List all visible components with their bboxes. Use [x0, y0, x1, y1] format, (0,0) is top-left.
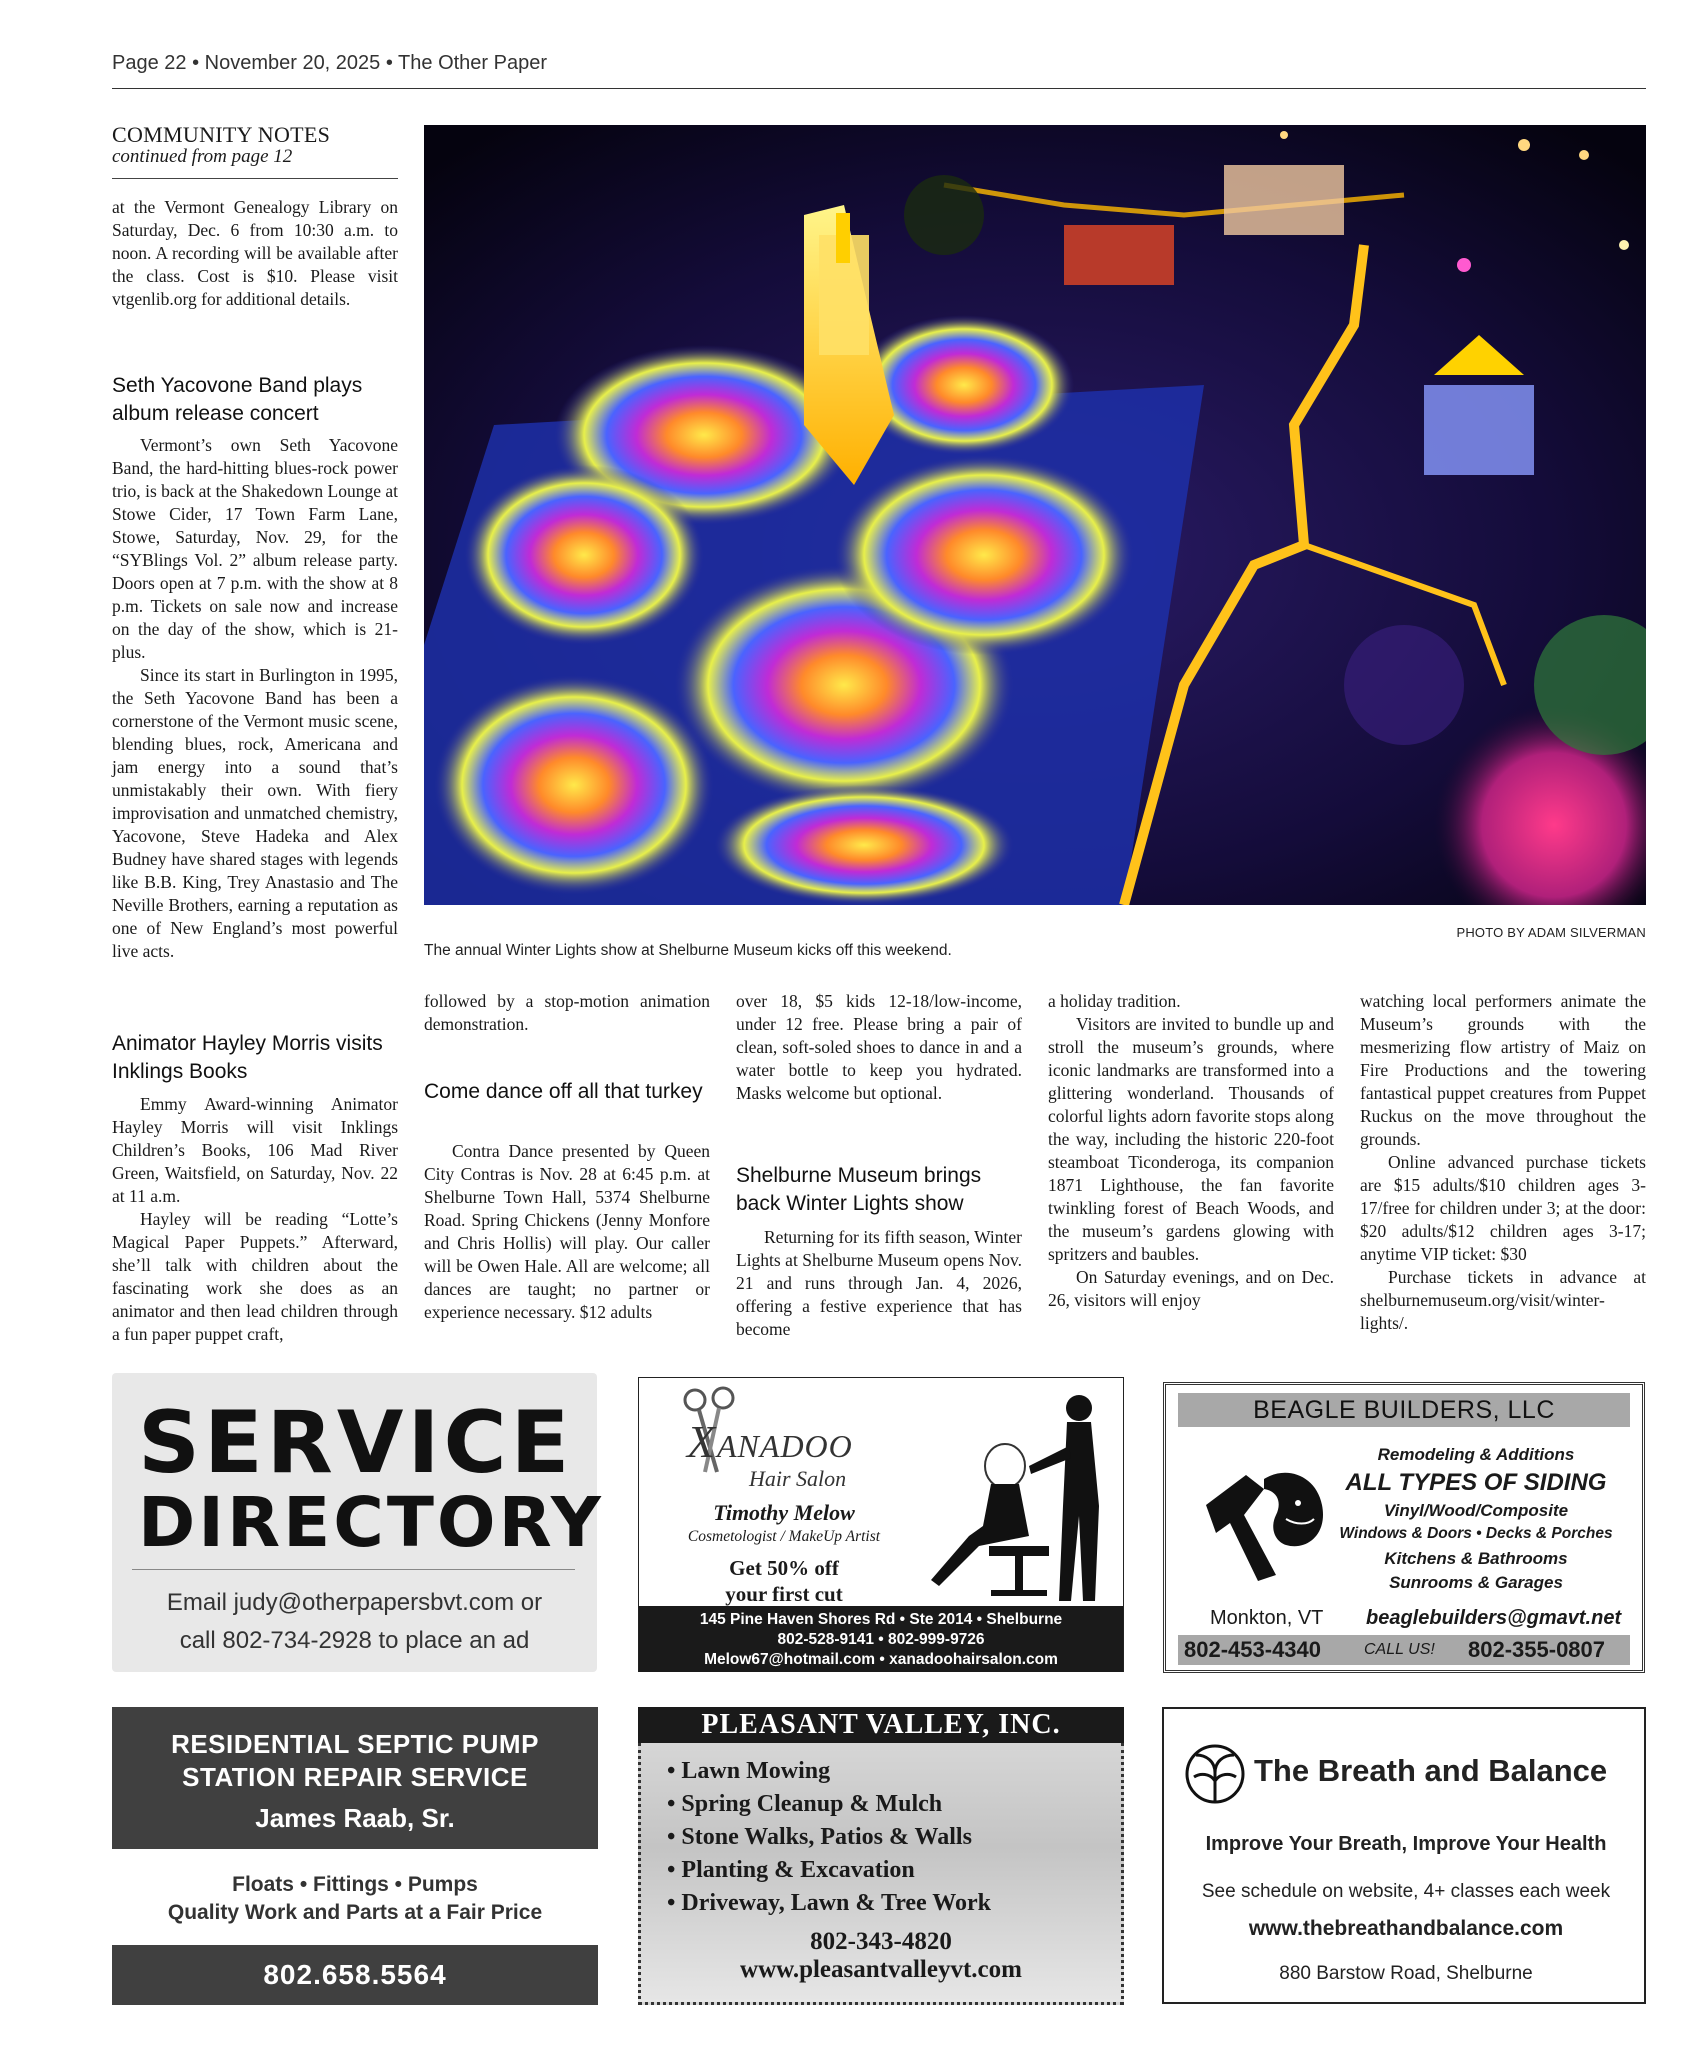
xanadoo-contact-bar — [639, 1606, 1123, 1672]
lights-paragraph-2: Visitors are invited to bundle up and stroll the museum’s grounds, where iconic landmarks are transformed into a glittering wonderland. Thousands of colorful lights adorn favorite stops along the way, including the historic 220-foot steamboat Ticonderoga, its companion 1871 Lighthouse, the fan favorite twinkling forest of Beach Woods, and the museum’s gardens glowing with spritzers and baubles. — [1048, 1014, 1334, 1264]
beagle-email: beaglebuilders@gmavt.net — [1366, 1607, 1622, 1629]
seth-story — [112, 434, 398, 963]
seth-paragraph-2: Since its start in Burlington in 1995, the Seth Yacovone Band has been a cornerstone of the Vermont music scene, blending blues, rock, Americana and jam energy into a sound that’s unmistakably their own. With fiery improvisation and unmatched chemistry, Yacovone, Steve Hadeka and Alex Budney have shared stages with legends like B.B. King, Trey Anastasio and The Neville Brothers, earning a reputation as one of New England’s most powerful live acts. — [112, 665, 398, 961]
lights-headline: Shelburne Museum brings back Winter Lights show — [736, 1164, 982, 1215]
beagle-town: Monkton, VT — [1210, 1607, 1324, 1629]
salon-silhouette-icon — [919, 1386, 1119, 1606]
beagle-line-1: Remodeling & Additions — [1377, 1445, 1575, 1464]
breath-logo-icon — [1184, 1743, 1246, 1805]
beagle-title: BEAGLE BUILDERS, LLC — [1178, 1393, 1630, 1427]
pleasant-service: • Driveway, Lawn & Tree Work — [667, 1890, 991, 1916]
contra-story-continued — [736, 990, 1022, 1105]
beagle-line-5: Kitchens & Bathrooms — [1384, 1549, 1568, 1568]
beagle-builders-ad — [1163, 1382, 1645, 1673]
lights-paragraph-3: On Saturday evenings, and on Dec. 26, visitors will enjoy — [1048, 1267, 1334, 1310]
seth-headline: Seth Yacovone Band plays album release concert — [112, 374, 363, 425]
beagle-phone-2: 802-355-0807 — [1468, 1637, 1606, 1662]
page-folio: Page 22 • November 20, 2025 • The Other Paper — [112, 52, 548, 74]
hayley-story-continued — [424, 990, 710, 1036]
pleasant-service: • Spring Cleanup & Mulch — [667, 1791, 943, 1817]
beagle-line-4: Windows & Doors • Decks & Porches — [1339, 1525, 1613, 1542]
section-rule — [112, 178, 398, 179]
lights-paragraph-5: Purchase tickets in advance at shelburnemuseum.org/visit/winter-lights/. — [1360, 1267, 1646, 1333]
septic-line-2: Quality Work and Parts at a Fair Price — [167, 1901, 543, 1924]
xanadoo-phones: 802-528-9141 • 802-999-9726 — [777, 1631, 985, 1648]
service-directory-email: Email judy@otherpapersbvt.com or — [166, 1589, 543, 1616]
service-directory-title-1: SERVICE — [138, 1393, 574, 1493]
winter-lights-illustration — [424, 125, 1646, 905]
intro-paragraph: at the Vermont Genealogy Library on Saturday, Dec. 6 from 10:30 a.m. to noon. A recording will be available after the class. Cost is $10. Please visit vtgenlib.org for additional details. — [112, 197, 398, 309]
beagle-line-2: ALL TYPES OF SIDING — [1345, 1469, 1607, 1496]
lights-story-col4 — [1048, 990, 1334, 1312]
pleasant-phone: 802-343-4820 — [810, 1928, 952, 1955]
beagle-phone-1: 802-453-4340 — [1184, 1637, 1322, 1662]
header-rule — [112, 88, 1646, 89]
pleasant-services — [667, 1755, 1121, 1920]
hayley-paragraph-2: Hayley will be reading “Lotte’s Magical Paper Puppets.” Afterward, she’ll talk with children about the fascinating work she does as an animator and then lead children through a fun paper puppet craft, — [112, 1209, 398, 1344]
septic-header — [112, 1707, 598, 1849]
photo-credit: PHOTO BY ADAM SILVERMAN — [1456, 925, 1646, 940]
beagle-line-6: Sunrooms & Garages — [1389, 1573, 1563, 1592]
xanadoo-name: Timothy Melow — [713, 1500, 855, 1525]
lights-paragraph-1-cont: a holiday tradition. — [1048, 991, 1181, 1011]
pleasant-service: • Planting & Excavation — [667, 1857, 915, 1883]
pleasant-title: PLEASANT VALLEY, INC. — [638, 1707, 1124, 1743]
hayley-story — [112, 1093, 398, 1346]
contra-continued-text: over 18, $5 kids 12-18/low-income, under 12 free. Please bring a pair of clean, soft-soled shoes to dance in and a water bottle to keep you hydrated. Masks welcome but optional. — [736, 991, 1022, 1103]
pleasant-body — [638, 1743, 1124, 2005]
pleasant-service: • Lawn Mowing — [667, 1758, 831, 1784]
section-subtitle: continued from page 12 — [112, 146, 293, 167]
service-directory-rule — [132, 1569, 575, 1570]
lights-paragraph-1: Returning for its fifth season, Winter Lights at Shelburne Museum opens Nov. 21 and runs through Jan. 4, 2026, offering a festive experience that has become — [736, 1227, 1022, 1339]
lights-story-col5 — [1360, 990, 1646, 1335]
xanadoo-initial: X — [687, 1416, 716, 1467]
breath-address: 880 Barstow Road, Shelburne — [1279, 1963, 1533, 1984]
breath-line-1: Improve Your Breath, Improve Your Health — [1205, 1833, 1607, 1855]
xanadoo-ad — [638, 1377, 1124, 1672]
pleasant-website: www.pleasantvalleyvt.com — [740, 1956, 1022, 1983]
pleasant-valley-ad — [638, 1707, 1124, 2005]
lights-paragraph-3-cont: watching local performers animate the Museum’s grounds with the mesmerizing flow artistry of Maiz on Fire Productions and the towering fantastical puppet creatures from Puppet Ruckus on the move throughout the grounds. — [1360, 991, 1646, 1149]
beagle-call-us: CALL US! — [1364, 1641, 1435, 1658]
xanadoo-offer-1: Get 50% off — [729, 1556, 839, 1580]
beagle-hammer-icon — [1186, 1455, 1336, 1585]
winter-lights-photo — [424, 125, 1646, 905]
beagle-line-3: Vinyl/Wood/Composite — [1383, 1501, 1569, 1520]
contra-paragraph-1: Contra Dance presented by Queen City Contras is Nov. 28 at 6:45 p.m. at Shelburne Town Hall, 5374 Shelburne Road. Spring Chickens (Jenny Monfore and Chris Hollis) will play. Our caller will be Owen Hale. All are welcome; all dances are taught; no partner or experience necessary. $12 adults — [424, 1141, 710, 1322]
service-directory-title-2: DIRECTORY — [138, 1483, 604, 1563]
service-directory-ad — [112, 1373, 604, 1672]
contra-headline: Come dance off all that turkey — [424, 1080, 703, 1103]
septic-name: James Raab, Sr. — [255, 1803, 455, 1833]
breath-line-2: See schedule on website, 4+ classes each week — [1201, 1881, 1611, 1902]
beagle-phone-bar — [1178, 1635, 1630, 1665]
photo-caption: The annual Winter Lights show at Shelburne Museum kicks off this weekend. — [424, 942, 952, 959]
xanadoo-role: Cosmetologist / MakeUp Artist — [687, 1528, 881, 1545]
septic-title-2: STATION REPAIR SERVICE — [182, 1762, 528, 1792]
xanadoo-email-web: Melow67@hotmail.com • xanadoohairsalon.com — [704, 1651, 1058, 1668]
hayley-headline: Animator Hayley Morris visits Inklings Books — [112, 1032, 383, 1083]
seth-paragraph-1: Vermont’s own Seth Yacovone Band, the hard-hitting blues-rock power trio, is back at the Shakedown Lounge at Stowe Cider, 17 Town Farm Lane, Stowe, Saturday, Nov. 29, for the “SYBlings Vol. 2” album release party. Doors open at 7 p.m. with the show at 8 p.m. Tickets on sale now and increase on the day of the show, which is 21-plus. — [112, 435, 398, 662]
lights-paragraph-4: Online advanced purchase tickets are $15 adults/$10 children ages 3-17/free for children under 3; at the door: $20 adults/$12 children ages 3-17; anytime VIP ticket: $30 — [1360, 1152, 1646, 1264]
xanadoo-brand: ANADOO — [717, 1428, 853, 1464]
community-notes-intro — [112, 196, 398, 311]
breath-website: www.thebreathandbalance.com — [1248, 1917, 1564, 1940]
breath-title: The Breath and Balance — [1254, 1753, 1608, 1788]
lights-story — [736, 1226, 1022, 1341]
xanadoo-sub: Hair Salon — [749, 1466, 847, 1491]
service-directory-phone: call 802-734-2928 to place an ad — [179, 1627, 530, 1654]
pleasant-service: • Stone Walks, Patios & Walls — [667, 1824, 972, 1850]
septic-phone: 802.658.5564 — [112, 1945, 598, 2005]
xanadoo-address: 145 Pine Haven Shores Rd • Ste 2014 • Shelburne — [699, 1611, 1063, 1628]
contra-story — [424, 1140, 710, 1324]
hayley-continued-text: followed by a stop-motion animation demonstration. — [424, 991, 710, 1034]
section-title: COMMUNITY NOTES — [112, 122, 331, 147]
septic-repair-ad — [112, 1707, 598, 2005]
septic-line-1: Floats • Fittings • Pumps — [232, 1873, 478, 1896]
hayley-paragraph-1: Emmy Award-winning Animator Hayley Morris will visit Inklings Children’s Books, 106 Mad River Green, Waitsfield, on Saturday, Nov. 22 at 11 a.m. — [112, 1094, 398, 1206]
septic-title-1: RESIDENTIAL SEPTIC PUMP — [171, 1729, 539, 1759]
xanadoo-offer-2: your first cut — [725, 1582, 843, 1606]
breath-balance-ad — [1162, 1707, 1646, 2004]
